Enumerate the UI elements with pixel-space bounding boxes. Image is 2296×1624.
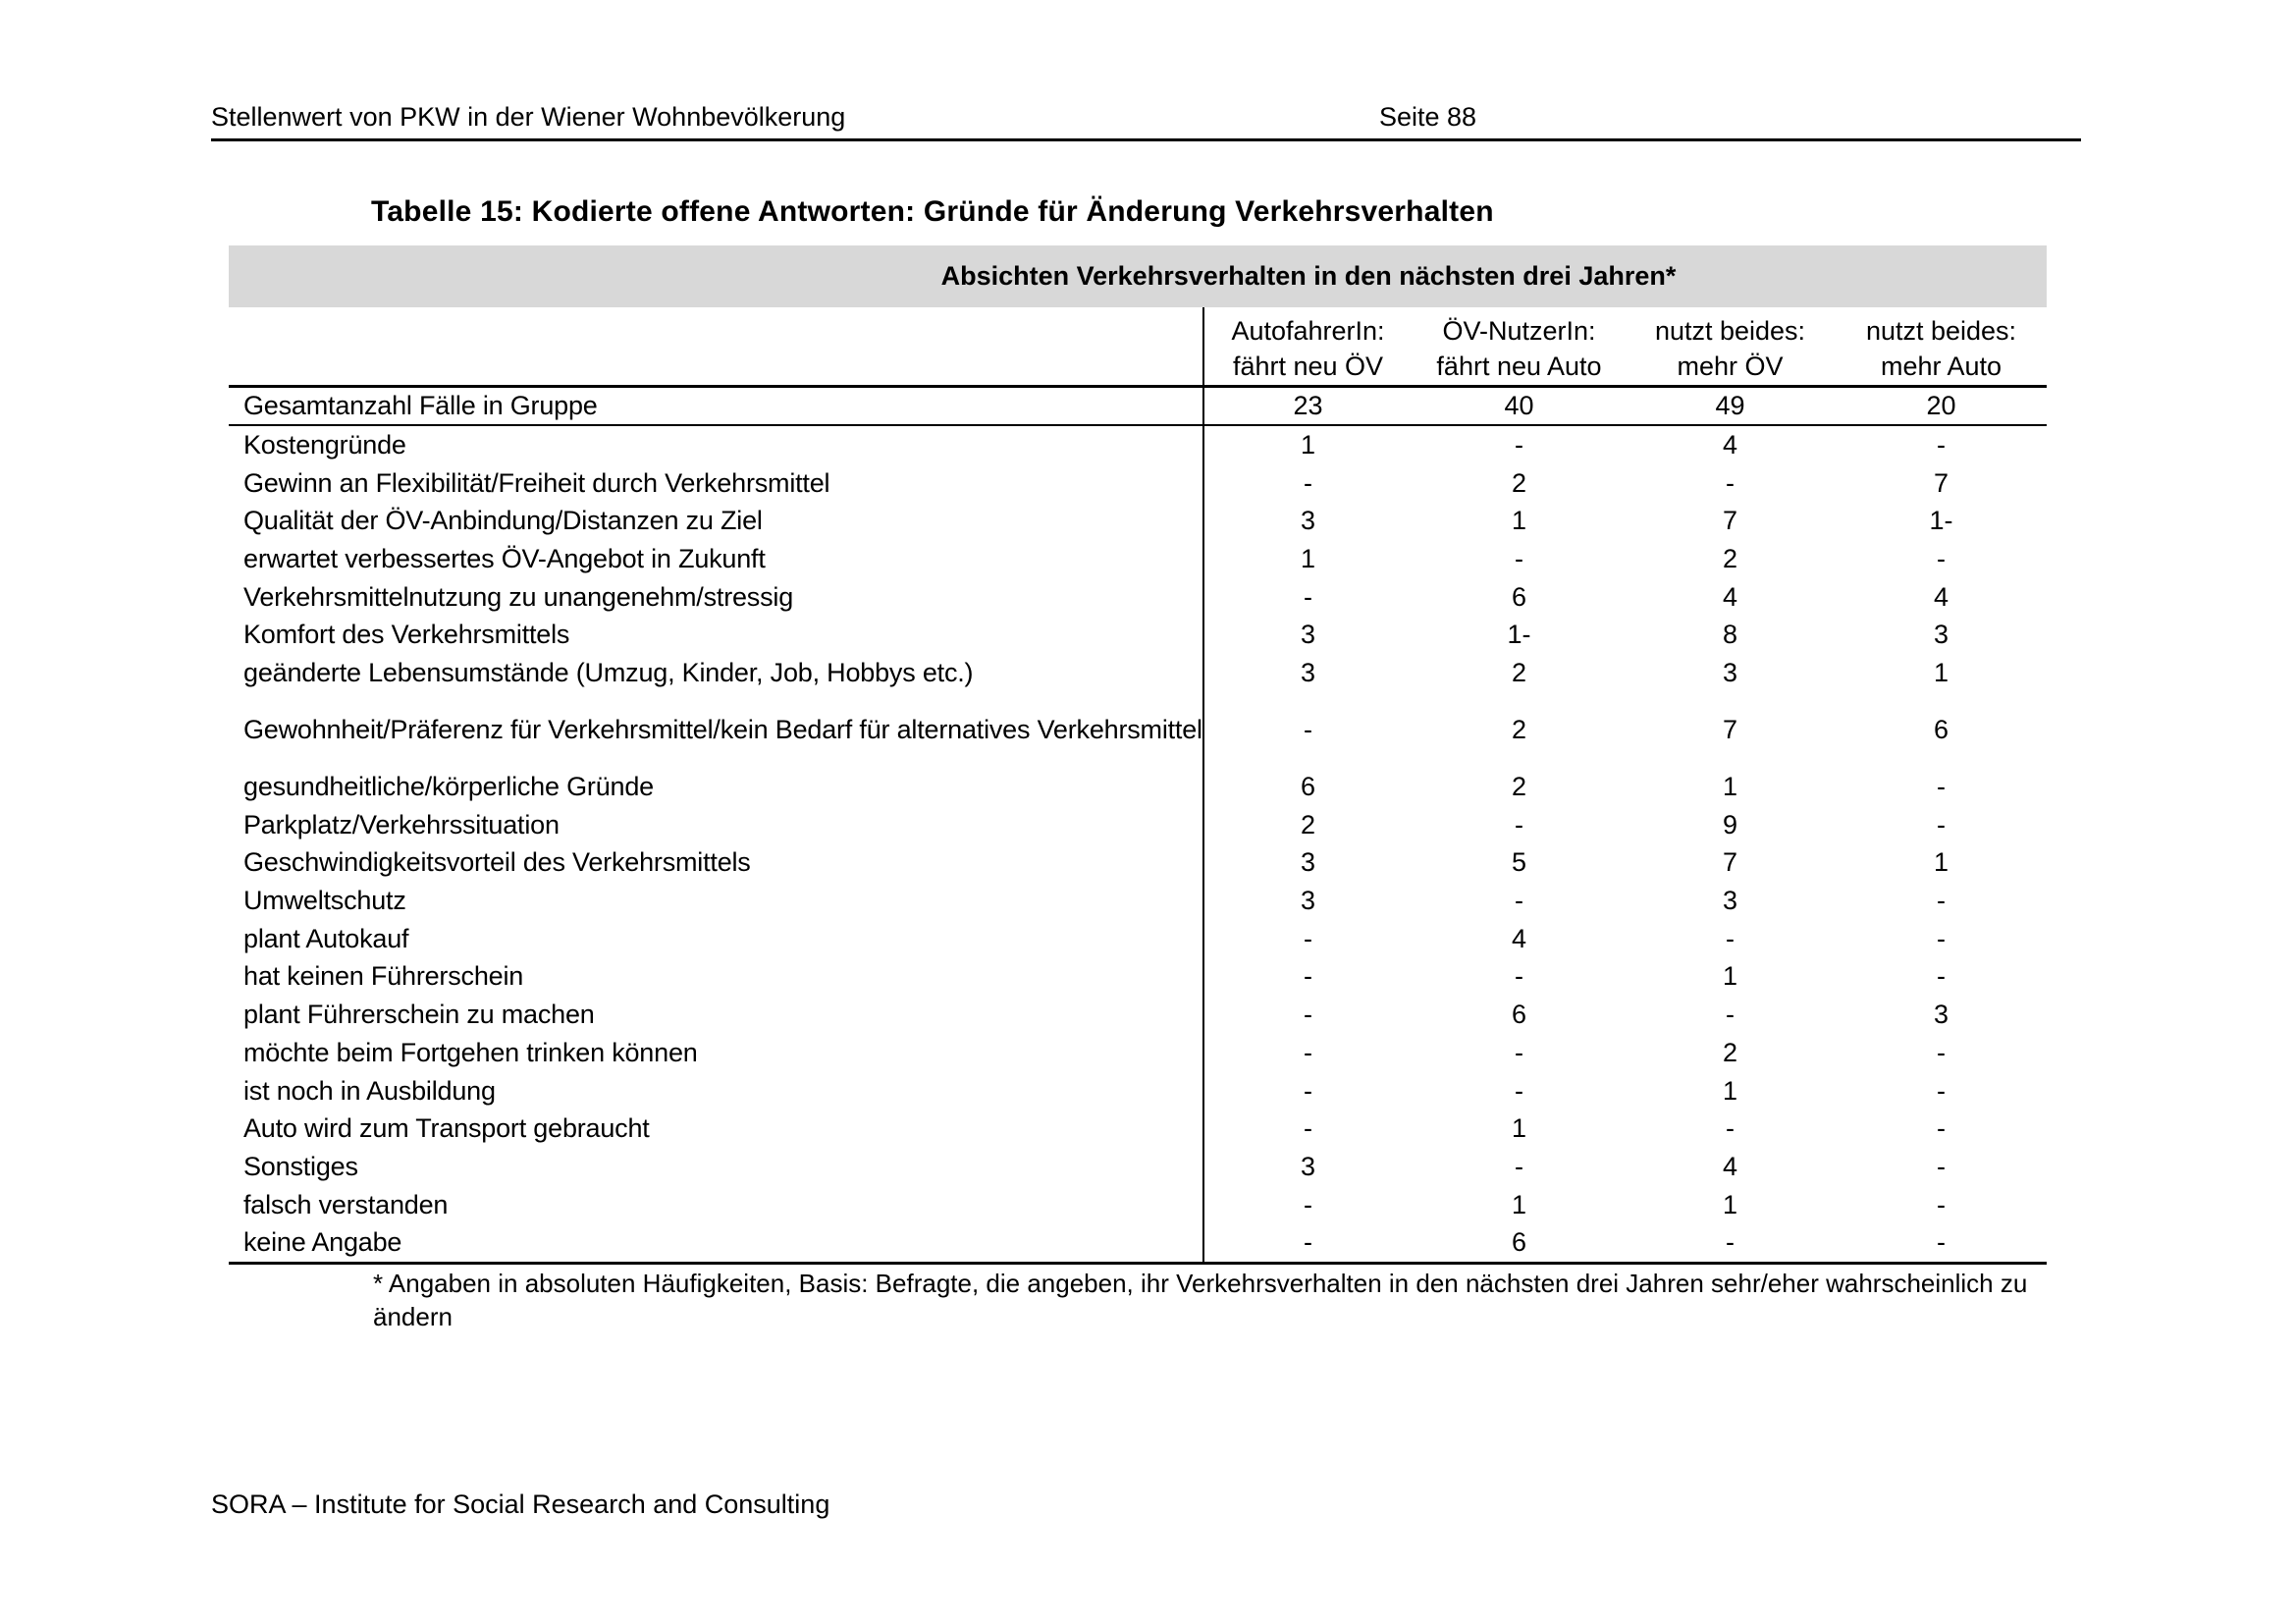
cell-value: 4: [1722, 1151, 1738, 1181]
cell-value: 6: [1511, 1000, 1527, 1030]
cell-value: 7: [1722, 715, 1738, 744]
row-label: möchte beim Fortgehen trinken können: [243, 1037, 698, 1067]
cell-value: -: [1937, 1037, 1946, 1067]
row-label: Gewohnheit/Präferenz für Verkehrsmittel/kein Bedarf für alternatives Verkehrsmittel: [243, 715, 1202, 745]
cell-value: 1-: [1929, 506, 1953, 536]
row-label: Gewinn an Flexibilität/Freiheit durch Verkehrsmittel: [243, 467, 830, 498]
cell-value: 1: [1722, 772, 1738, 802]
table-column-headers: [229, 307, 2047, 385]
cell-value: -: [1304, 715, 1312, 744]
page-footer: SORA – Institute for Social Research and Consulting: [211, 1489, 830, 1519]
row-label: hat keinen Führerschein: [243, 961, 524, 992]
cell-value: 2: [1511, 467, 1527, 498]
column-header-line2: fährt neu ÖV: [1232, 352, 1384, 381]
row-label: Auto wird zum Transport gebraucht: [243, 1113, 650, 1144]
cell-value: 2: [1722, 1037, 1738, 1067]
cell-value: 2: [1511, 715, 1527, 744]
row-label: gesundheitliche/körperliche Gründe: [243, 772, 654, 802]
cell-value: 3: [1933, 1000, 1949, 1030]
cell-value: 1: [1300, 429, 1316, 460]
cell-value: 8: [1722, 620, 1738, 650]
rule-table-bottom: [229, 1262, 2047, 1265]
row-label: Kostengründe: [243, 429, 406, 460]
cell-value: 5: [1511, 847, 1527, 878]
table-footnote: * Angaben in absoluten Häufigkeiten, Basis: Befragte, die angeben, ihr Verkehrsverhalten in den nächsten drei Jahren sehr/eher wahrscheinlich zu ändern: [373, 1269, 2028, 1331]
data-table: [229, 245, 2047, 1265]
cell-value: 3: [1300, 886, 1316, 916]
cell-value: 20: [1926, 391, 1956, 420]
table-row: [229, 1223, 2047, 1262]
table-row: [229, 654, 2047, 692]
table-row: [229, 540, 2047, 578]
row-label: plant Führerschein zu machen: [243, 1000, 595, 1030]
cell-value: 1: [1511, 1189, 1527, 1219]
cell-value: 49: [1715, 391, 1745, 420]
column-header-line2: mehr ÖV: [1677, 352, 1784, 381]
cell-value: 1: [1511, 1113, 1527, 1144]
table-row: [229, 426, 2047, 464]
cell-value: 2: [1300, 809, 1316, 839]
cell-value: 9: [1722, 809, 1738, 839]
cell-value: -: [1304, 1189, 1312, 1219]
cell-value: 6: [1511, 1227, 1527, 1258]
cell-value: -: [1726, 923, 1735, 953]
cell-value: 4: [1722, 581, 1738, 612]
cell-value: -: [1304, 1075, 1312, 1106]
cell-value: 1: [1722, 1189, 1738, 1219]
cell-value: -: [1515, 1151, 1523, 1181]
cell-value: 3: [1300, 506, 1316, 536]
cell-value: -: [1515, 809, 1523, 839]
cell-value: -: [1937, 923, 1946, 953]
cell-value: -: [1304, 961, 1312, 992]
column-divider-line: [1202, 307, 1204, 1265]
cell-value: -: [1304, 1037, 1312, 1067]
cell-value: 6: [1300, 772, 1316, 802]
cell-value: -: [1726, 1113, 1735, 1144]
cell-value: 4: [1933, 581, 1949, 612]
cell-value: 3: [1300, 847, 1316, 878]
cell-value: 4: [1722, 429, 1738, 460]
column-header-line2: mehr Auto: [1880, 352, 2002, 381]
table-row: [229, 692, 2047, 768]
cell-value: 1: [1722, 1075, 1738, 1106]
row-label: Geschwindigkeitsvorteil des Verkehrsmittels: [243, 847, 751, 878]
row-label: Parkplatz/Verkehrssituation: [243, 809, 560, 839]
cell-value: 3: [1300, 657, 1316, 687]
cell-value: -: [1515, 1075, 1523, 1106]
table-body: [229, 426, 2047, 1262]
table-row: [229, 502, 2047, 540]
table-row: [229, 616, 2047, 654]
column-header-beides-mehr-auto: [1836, 313, 2047, 385]
cell-value: -: [1937, 1227, 1946, 1258]
cell-value: -: [1304, 1227, 1312, 1258]
cell-value: -: [1937, 543, 1946, 573]
row-label: ist noch in Ausbildung: [243, 1075, 496, 1106]
column-header-line1: nutzt beides:: [1654, 316, 1806, 346]
table-row: [229, 768, 2047, 806]
table-row: [229, 958, 2047, 997]
cell-value: 3: [1300, 620, 1316, 650]
cell-value: 3: [1933, 620, 1949, 650]
table-row: [229, 1186, 2047, 1224]
column-header-line1: ÖV-NutzerIn:: [1442, 316, 1596, 346]
row-label: Sonstiges: [243, 1151, 358, 1181]
table-row: [229, 1110, 2047, 1148]
table-row: [229, 1072, 2047, 1110]
cell-value: -: [1726, 1227, 1735, 1258]
cell-value: -: [1515, 961, 1523, 992]
cell-value: -: [1304, 1113, 1312, 1144]
cell-value: 2: [1511, 657, 1527, 687]
table-row: [229, 806, 2047, 844]
column-header-line1: nutzt beides:: [1865, 316, 2017, 346]
cell-value: 7: [1722, 506, 1738, 536]
page-number: Seite 88: [1379, 102, 1477, 132]
cell-value: -: [1515, 886, 1523, 916]
row-label: erwartet verbessertes ÖV-Angebot in Zukunft: [243, 543, 766, 573]
column-header-oev-nutzer: [1414, 313, 1625, 385]
table-row: [229, 844, 2047, 883]
cell-value: 1: [1300, 543, 1316, 573]
table-row: [229, 882, 2047, 920]
row-label: Verkehrsmittelnutzung zu unangenehm/stressig: [243, 581, 794, 612]
row-label: Komfort des Verkehrsmittels: [243, 620, 570, 650]
header-rule: [211, 138, 2081, 141]
row-label: Umweltschutz: [243, 886, 406, 916]
table-band-heading: Absichten Verkehrsverhalten in den nächsten drei Jahren*: [229, 245, 2047, 307]
cell-value: -: [1937, 429, 1946, 460]
cell-value: -: [1937, 961, 1946, 992]
cell-value: -: [1937, 1189, 1946, 1219]
cell-value: 1: [1933, 847, 1949, 878]
cell-value: -: [1726, 467, 1735, 498]
row-label: keine Angabe: [243, 1227, 402, 1258]
table-row: [229, 464, 2047, 503]
cell-value: -: [1515, 429, 1523, 460]
cell-value: 3: [1722, 657, 1738, 687]
column-header-line2: fährt neu Auto: [1436, 352, 1602, 381]
cell-value: -: [1937, 809, 1946, 839]
cell-value: 23: [1293, 391, 1323, 420]
table-row: [229, 578, 2047, 617]
cell-value: 7: [1722, 847, 1738, 878]
cell-value: 3: [1300, 1151, 1316, 1181]
cell-value: 6: [1933, 715, 1949, 744]
cell-value: 2: [1722, 543, 1738, 573]
cell-value: -: [1937, 1113, 1946, 1144]
cell-value: 3: [1722, 886, 1738, 916]
table-title: Tabelle 15: Kodierte offene Antworten: Gründe für Änderung Verkehrsverhalten: [371, 195, 1494, 228]
running-header: [211, 102, 2081, 133]
row-label: geänderte Lebensumstände (Umzug, Kinder, Job, Hobbys etc.): [243, 657, 974, 687]
cell-value: 1: [1722, 961, 1738, 992]
cell-value: -: [1304, 923, 1312, 953]
cell-value: -: [1515, 1037, 1523, 1067]
cell-value: -: [1937, 1151, 1946, 1181]
cell-value: -: [1304, 581, 1312, 612]
cell-value: 2: [1511, 772, 1527, 802]
table-row: [229, 1034, 2047, 1072]
cell-value: -: [1304, 467, 1312, 498]
cell-value: -: [1937, 1075, 1946, 1106]
table-total-row: [229, 388, 2047, 424]
cell-value: -: [1304, 1000, 1312, 1030]
row-label: Gesamtanzahl Fälle in Gruppe: [243, 391, 598, 420]
cell-value: -: [1726, 1000, 1735, 1030]
cell-value: -: [1937, 772, 1946, 802]
cell-value: 40: [1504, 391, 1534, 420]
cell-value: 7: [1933, 467, 1949, 498]
column-header-line1: AutofahrerIn:: [1231, 316, 1385, 346]
cell-value: 4: [1511, 923, 1527, 953]
running-header-title: Stellenwert von PKW in der Wiener Wohnbevölkerung: [211, 102, 846, 132]
column-header-autofahrer: [1202, 313, 1414, 385]
row-label: Qualität der ÖV-Anbindung/Distanzen zu Ziel: [243, 506, 763, 536]
row-label: plant Autokauf: [243, 923, 409, 953]
table-row: [229, 1148, 2047, 1186]
cell-value: 1: [1933, 657, 1949, 687]
table-row: [229, 920, 2047, 958]
column-header-beides-mehr-oev: [1625, 313, 1836, 385]
row-label: falsch verstanden: [243, 1189, 449, 1219]
cell-value: 1-: [1507, 620, 1531, 650]
table-row: [229, 996, 2047, 1034]
cell-value: 1: [1511, 506, 1527, 536]
cell-value: -: [1515, 543, 1523, 573]
cell-value: -: [1937, 886, 1946, 916]
cell-value: 6: [1511, 581, 1527, 612]
